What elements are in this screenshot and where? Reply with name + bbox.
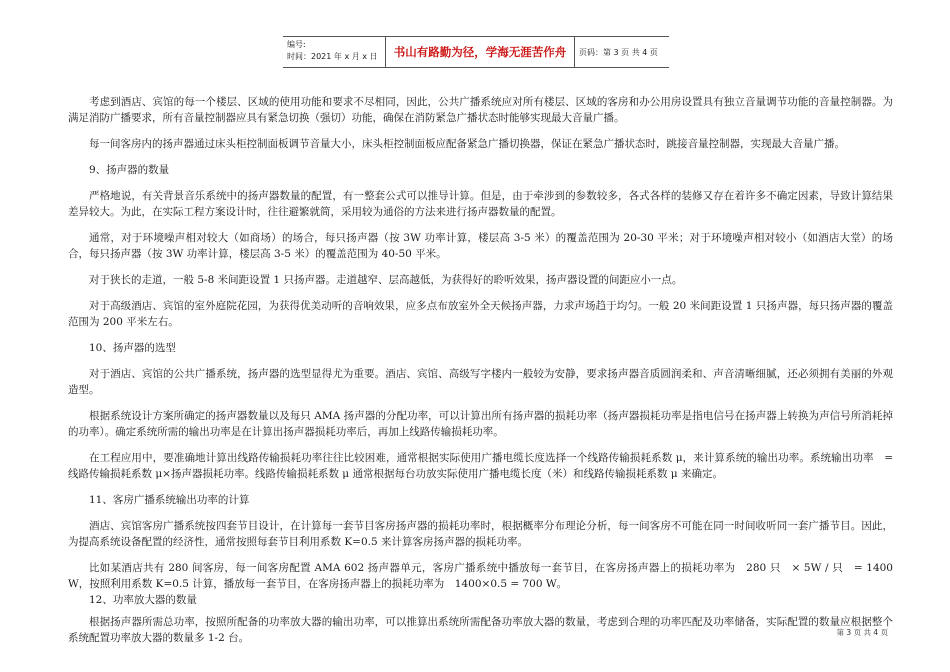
header-motto: 书山有路勤为径，学海无涯苦作舟 xyxy=(386,37,575,67)
section-heading: 10、扬声器的选型 xyxy=(89,342,176,354)
paragraph: 对于酒店、宾馆的公共广播系统，扬声器的选型显得尤为重要。酒店、宾馆、高级写字楼内一般较为安静，要求扬声器音质圆润柔和、声音清晰细腻，还必须拥有美丽的外观造型。 xyxy=(68,368,893,396)
page-header xyxy=(283,36,669,68)
header-meta xyxy=(283,37,386,67)
paragraph: 根据扬声器所需总功率，按照所配备的功率放大器的输出功率，可以推算出系统所需配备功率放大器的数量，考虑到合理的功率匹配及功率储备，实际配置的数量应根据整个系统配置功率放大器的数量多 1-2 台。 xyxy=(68,616,893,644)
number-label: 编号: xyxy=(287,40,306,49)
paragraph: 对于狭长的走道，一般 5-8 米间距设置 1 只扬声器。走道越窄、层高越低，为获得好的聆听效果，扬声器设置的间距应小一点。 xyxy=(89,274,683,286)
time-label: 时间：2021 年 x 月 x 日 xyxy=(287,52,378,61)
paragraph: 酒店、宾馆客房广播系统按四套节目设计，在计算每一套节目客房扬声器的损耗功率时，根据概率分布理论分析，每一间客房不可能在同一时间收听同一套广播节目。因此，为提高系统设备配置的经济性，通常按照每套节目利用系数 K=0.5 来计算客房扬声器的损耗功率。 xyxy=(68,520,893,548)
header-page-label: 页码：第 3 页 共 4 页 xyxy=(579,47,658,57)
paragraph: 每一间客房内的扬声器通过床头柜控制面板调节音量大小，床头柜控制面板应配备紧急广播切换器，保证在紧急广播状态时，跳接音量控制器，实现最大音量广播。 xyxy=(89,138,845,150)
paragraph: 比如某酒店共有 280 间客房，每一间客房配置 AMA 602 扬声器单元，客房广播系统中播放每一套节目，在客房扬声器上的损耗功率为 280 只 × 5W / 只 = 1400 W，按照利用系数 K=0.5 计算，播放每一套节目，在客房扬声器上的损耗功率为 1400×0.5 = 700 W。 xyxy=(68,562,893,590)
paragraph: 通常，对于环境噪声相对较大（如商场）的场合，每只扬声器（按 3W 功率计算，楼层高 3-5 米）的覆盖范围为 20-30 平米；对于环境噪声相对较小（如酒店大堂）的场合，每只扬声器（按 3W 功率计算，楼层高 3-5 米）的覆盖范围为 40-50 平米。 xyxy=(68,232,893,260)
paragraph: 考虑到酒店、宾馆的每一个楼层、区域的使用功能和要求不尽相同，因此，公共广播系统应对所有楼层、区域的客房和办公用房设置具有独立音量调节功能的音量控制器。为满足消防广播要求，所有音量控制器应具有紧急切换（强切）功能，确保在消防紧急广播状态时能够实现最大音量广播。 xyxy=(68,96,893,124)
paragraph: 在工程应用中，要准确地计算出线路传输损耗功率往往比较困难，通常根据实际使用广播电缆长度选择一个线路传输损耗系数 μ，来计算系统的输出功率。系统输出功率 = 线路传输损耗系数 μ×扬声器损耗功率。线路传输损耗系数 μ 通常根据每台功放实际使用广播电缆长度（米）和线路传输损耗系数 μ 来确定。 xyxy=(68,452,893,480)
paragraph: 严格地说，有关背景音乐系统中的扬声器数量的配置，有一整套公式可以推导计算。但是，由于牵涉到的参数较多，各式各样的装修又存在着许多不确定因素，导致计算结果差异较大。为此，在实际工程方案设计时，往往避繁就简，采用较为通俗的方法来进行扬声器数量的配置。 xyxy=(68,190,893,218)
paragraph: 根据系统设计方案所确定的扬声器数量以及每只 AMA 扬声器的分配功率，可以计算出所有扬声器的损耗功率（扬声器损耗功率是指电信号在扬声器上转换为声信号所消耗掉的功率）。确定系统所需的输出功率是在计算出扬声器损耗功率后，再加上线路传输损耗功率。 xyxy=(68,410,893,438)
paragraph: 对于高级酒店、宾馆的室外庭院花园，为获得优美动听的音响效果，应多点布放室外全天候扬声器，力求声场趋于均匀。一般 20 米间距设置 1 只扬声器，每只扬声器的覆盖范围为 200 平米左右。 xyxy=(68,300,893,328)
document-body xyxy=(68,94,893,656)
section-heading: 9、扬声器的数量 xyxy=(89,164,170,176)
section-heading: 11、客房广播系统输出功率的计算 xyxy=(89,494,250,506)
section-heading: 12、功率放大器的数量 xyxy=(89,594,197,606)
page-footer: 第 3 页 共 4 页 xyxy=(836,628,888,637)
